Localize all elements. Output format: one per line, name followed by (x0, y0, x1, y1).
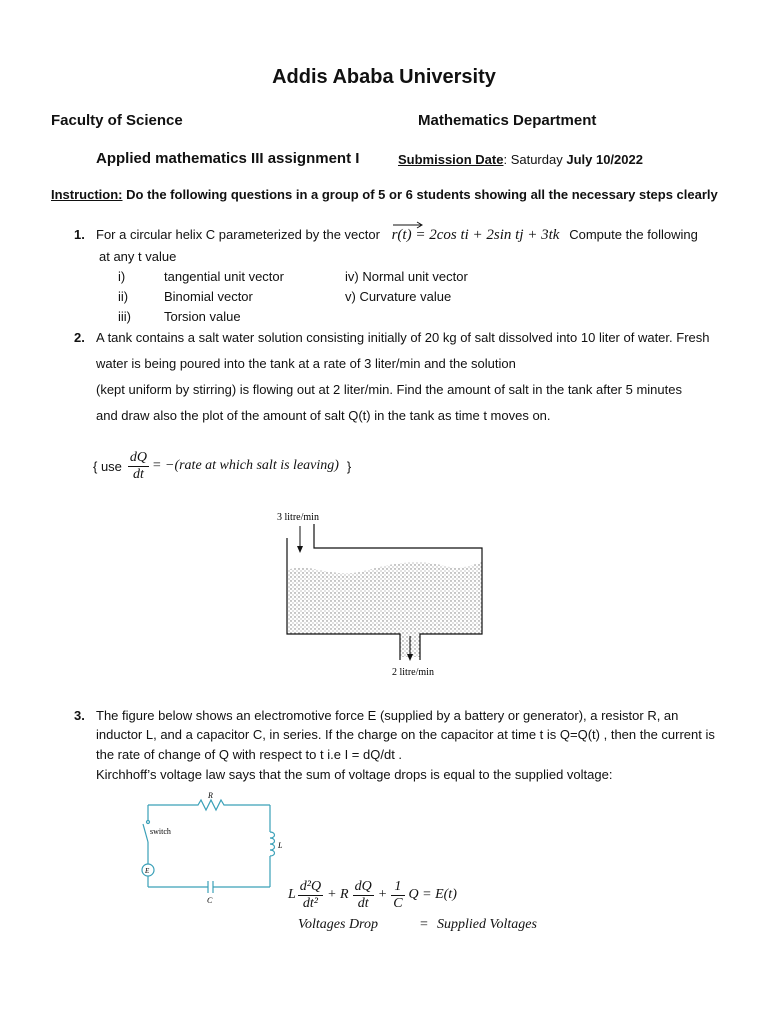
q1-item-label: tangential unit vector (164, 269, 284, 284)
q1-line2: at any t value (99, 249, 177, 264)
q2-line: A tank contains a salt water solution consisting initially of 20 kg of salt dissolved into 10 liter of water. Fresh (96, 330, 710, 345)
fraction-denominator: dt (357, 895, 369, 911)
course-title: Applied mathematics III assignment I (96, 150, 360, 167)
resistor-icon (148, 800, 270, 810)
rlc-circuit-diagram (132, 790, 292, 910)
q1-item-label: Torsion value (164, 309, 241, 324)
dq-dt-fraction (128, 450, 149, 482)
eq-plus-r: + R (327, 887, 349, 902)
switch-icon (143, 824, 148, 842)
inductor-icon (270, 832, 275, 856)
university-title: Addis Ababa University (272, 66, 496, 88)
instruction (51, 187, 718, 202)
vector-arrow-icon (392, 221, 424, 229)
fraction-numerator: dQ (354, 879, 372, 895)
q1-formula-lhs: r(t) (391, 227, 412, 243)
q1-item-num: ii) (118, 289, 129, 304)
q1-item-label: Binomial vector (164, 289, 253, 304)
q2-hint-close: } (346, 458, 352, 474)
submission-label: Submission Date (398, 152, 504, 167)
one-over-c-fraction (391, 879, 404, 911)
fraction-denominator: dt (133, 466, 144, 482)
submission-date-value: July 10/2022 (566, 152, 643, 167)
voltages-drop-label: Voltages Drop (298, 917, 378, 932)
eq-l: L (288, 887, 296, 902)
eq-rhs: Q = E(t) (408, 887, 457, 902)
outflow-label: 2 litre/min (392, 667, 434, 678)
q2-line: and draw also the plot of the amount of salt Q(t) in the tank as time t moves on. (96, 408, 551, 423)
switch-label: switch (150, 827, 171, 836)
submission-day: : Saturday (503, 152, 567, 167)
q1-text (96, 227, 698, 244)
instruction-label: Instruction: (51, 187, 123, 202)
q1-item-num: iii) (118, 309, 131, 324)
instruction-text: Do the following questions in a group of 5 or 6 students showing all the necessary steps clearly (126, 187, 718, 202)
q2-hint-open: { use (93, 458, 122, 474)
q2-line: water is being poured into the tank at a rate of 3 liter/min and the solution (96, 356, 516, 371)
fraction-numerator: dQ (129, 450, 148, 466)
q1-formula-rhs: = 2cos ti + 2sin tj + 3tk (415, 227, 560, 243)
q3-line: The figure below shows an electromotive force E (supplied by a battery or generator), a resistor R, an (96, 708, 679, 723)
submission-date (398, 152, 643, 167)
q1-item-right: v) Curvature value (345, 289, 452, 304)
q2-hint (93, 446, 351, 486)
q2-hint-rhs: = −(rate at which salt is leaving) (152, 458, 339, 473)
fraction-numerator: d²Q (299, 879, 322, 895)
inflow-label: 3 litre/min (277, 512, 319, 523)
resistor-label: R (208, 791, 213, 800)
fraction-denominator: dt² (302, 895, 318, 911)
dq-dt-fraction (353, 879, 374, 911)
q3-line: the rate of change of Q with respect to t i.e I = dQ/dt . (96, 747, 403, 762)
q3-number: 3. (74, 708, 85, 723)
q3-line: inductor L, and a capacitor C, in series. If the charge on the capacitor at time t is Q=Q(t) , then the current is (96, 727, 715, 742)
q2-number: 2. (74, 330, 85, 345)
q2-line: (kept uniform by stirring) is flowing out at 2 liter/min. Find the amount of salt in the tank after 5 minutes (96, 382, 682, 397)
equals-sign: = (420, 917, 428, 932)
emf-label: E (145, 867, 150, 875)
supplied-voltages-label: Supplied Voltages (437, 917, 537, 932)
d2q-dt2-fraction (298, 879, 323, 911)
q3-line: Kirchhoff’s voltage law says that the sum of voltage drops is equal to the supplied voltage: (96, 767, 613, 782)
eq-plus: + (377, 887, 388, 902)
tank-diagram (270, 500, 500, 680)
kirchhoff-equation (288, 873, 457, 917)
q1-text-after: Compute the following (569, 227, 698, 242)
q1-text-before: For a circular helix C parameterized by the vector (96, 227, 380, 242)
fraction-numerator: 1 (391, 879, 404, 895)
q1-item-num: i) (118, 269, 126, 284)
department-label: Mathematics Department (418, 112, 597, 129)
faculty-label: Faculty of Science (51, 112, 183, 129)
fraction-denominator: C (393, 895, 403, 911)
capacitor-label: C (207, 896, 213, 905)
q1-item-right: iv) Normal unit vector (345, 269, 468, 284)
salt-water (287, 562, 482, 657)
q1-formula (392, 227, 564, 243)
inductor-label: L (278, 841, 283, 850)
q1-number: 1. (74, 227, 85, 242)
